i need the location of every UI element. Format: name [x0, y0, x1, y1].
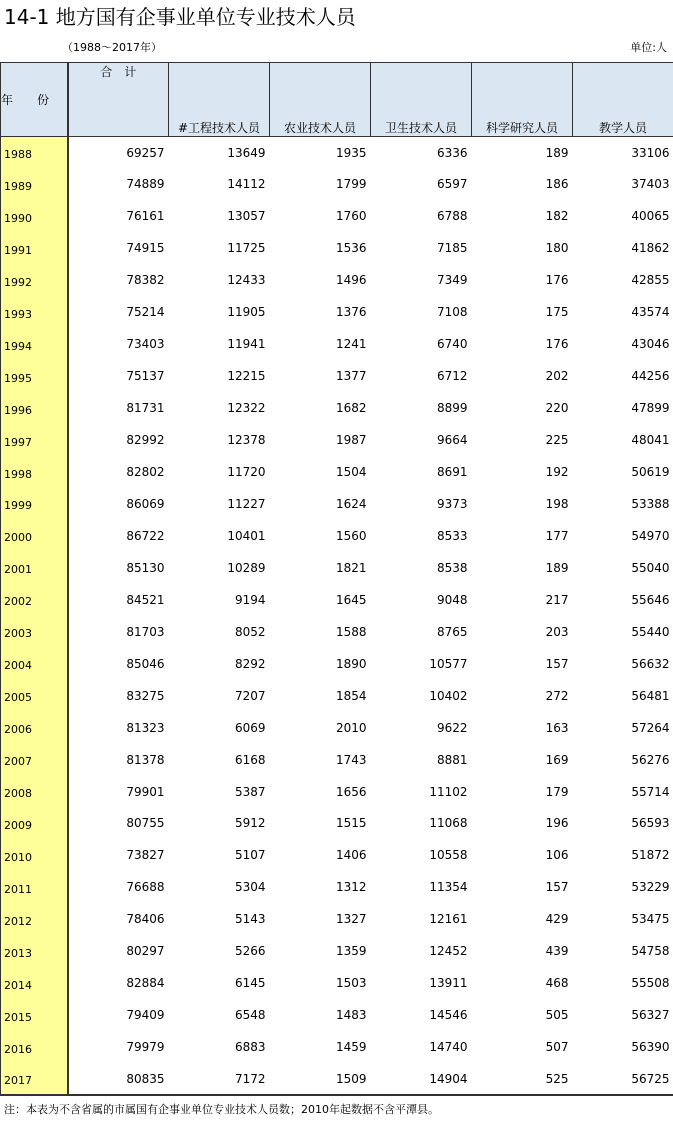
agriculture-cell: 1503: [335, 976, 367, 991]
teaching-cell: 41862: [631, 241, 670, 256]
total-cell: 85130: [126, 560, 165, 575]
engineering-cell: 6883: [234, 1040, 266, 1055]
teaching-cell: 55440: [631, 624, 670, 639]
table-row: [1, 296, 673, 328]
agriculture-cell: 1515: [335, 816, 367, 831]
engineering-cell: 6548: [234, 1008, 266, 1023]
research-cell: 525: [472, 1063, 573, 1095]
research-cell: 272: [545, 688, 569, 703]
teaching-cell: 55508: [631, 976, 670, 991]
teaching-cell: 54970: [631, 528, 670, 543]
agriculture-cell: 1854: [335, 688, 367, 703]
health-cell: 10577: [429, 656, 468, 671]
year-cell: 2002: [1, 584, 68, 616]
engineering-cell: 7172: [169, 1063, 270, 1095]
year-cell: 1991: [1, 232, 68, 264]
teaching-cell: 53388: [631, 496, 670, 511]
health-cell: 6336: [436, 145, 468, 160]
research-cell: 176: [545, 273, 569, 288]
health-cell: 8533: [436, 528, 468, 543]
year-cell: 2005: [1, 680, 68, 712]
agriculture-cell: 1504: [335, 465, 367, 479]
engineering-cell: 9194: [234, 592, 266, 607]
total-cell: 79901: [126, 784, 165, 799]
table-row: [1, 232, 673, 264]
research-cell: 176: [545, 337, 569, 352]
year-cell: 2008: [1, 776, 68, 808]
agriculture-cell: 1890: [335, 656, 367, 671]
research-cell: 196: [545, 816, 569, 831]
engineering-cell: 11905: [227, 305, 266, 320]
table-row: [1, 808, 673, 840]
agriculture-cell: 1743: [335, 752, 367, 767]
research-cell: 163: [545, 720, 569, 735]
total-cell: 81323: [126, 720, 165, 735]
total-cell: 82884: [126, 976, 165, 991]
engineering-cell: 5107: [234, 848, 266, 863]
agriculture-cell: 1509: [270, 1063, 371, 1095]
table-row: [1, 424, 673, 456]
table-subtitle: （1988～2017年）: [62, 41, 162, 54]
table-row: [1, 680, 673, 712]
teaching-cell: 54758: [631, 944, 670, 959]
teaching-cell: 55040: [631, 560, 670, 575]
total-cell: 86722: [126, 528, 165, 543]
teaching-cell: 43046: [631, 337, 670, 352]
agriculture-cell: 1312: [335, 880, 367, 895]
teaching-cell: 56725: [573, 1063, 673, 1095]
table-row: [1, 903, 673, 935]
agriculture-cell: 1560: [335, 528, 367, 543]
total-cell: 69257: [126, 145, 165, 160]
research-cell: 106: [545, 848, 569, 863]
year-cell: 2007: [1, 744, 68, 776]
health-cell: 10402: [429, 688, 468, 703]
engineering-cell: 5266: [234, 944, 266, 959]
research-cell: 225: [545, 433, 569, 448]
health-cell: 9373: [436, 496, 468, 511]
year-cell: 1996: [1, 392, 68, 424]
year-cell: 2001: [1, 552, 68, 584]
research-cell: 157: [545, 656, 569, 671]
agriculture-cell: 1821: [335, 560, 367, 575]
health-cell: 11102: [429, 784, 468, 799]
engineering-cell: 6145: [234, 976, 266, 991]
total-cell: 75137: [126, 369, 165, 384]
total-cell: 75214: [126, 305, 165, 320]
total-cell: 82992: [126, 433, 165, 448]
table-row: [1, 648, 673, 680]
research-cell: 180: [545, 241, 569, 256]
teaching-cell: 51872: [631, 848, 670, 863]
agriculture-cell: 1682: [335, 401, 367, 416]
agriculture-cell: 1656: [335, 784, 367, 799]
agriculture-cell: 1459: [335, 1040, 367, 1055]
teaching-cell: 57264: [631, 720, 670, 735]
engineering-cell: 6168: [234, 752, 266, 767]
table-row: [1, 137, 673, 169]
research-cell: 217: [545, 592, 569, 607]
year-cell: 2000: [1, 520, 68, 552]
total-cell: 79409: [126, 1008, 165, 1023]
year-cell: 1994: [1, 328, 68, 360]
year-cell: 1988: [1, 137, 68, 169]
health-cell: 8899: [436, 401, 468, 416]
engineering-cell: 8292: [234, 656, 266, 671]
health-cell: 9664: [436, 433, 468, 448]
research-cell: 220: [545, 401, 569, 416]
data-table: [0, 62, 673, 1096]
agriculture-cell: 1406: [335, 848, 367, 863]
health-cell: 8881: [436, 752, 468, 767]
year-cell: 2009: [1, 808, 68, 840]
year-cell: 1993: [1, 296, 68, 328]
agriculture-cell: 1536: [335, 241, 367, 256]
table-row: [1, 552, 673, 584]
engineering-cell: 12378: [227, 433, 266, 448]
teaching-cell: 53229: [631, 880, 670, 895]
year-cell: 2014: [1, 967, 68, 999]
teaching-cell: 48041: [631, 433, 670, 448]
health-cell: 7349: [436, 273, 468, 288]
table-row: [1, 712, 673, 744]
year-cell: 1990: [1, 200, 68, 232]
agriculture-cell: 1799: [335, 177, 367, 192]
header-row: [1, 63, 673, 137]
header-year: 年 份: [1, 63, 68, 137]
health-cell: 8691: [436, 465, 468, 479]
health-cell: 12161: [429, 912, 468, 927]
total-cell: 78382: [126, 273, 165, 288]
total-cell: 84521: [126, 592, 165, 607]
year-cell: 2013: [1, 935, 68, 967]
research-cell: 198: [545, 496, 569, 511]
table-row: [1, 871, 673, 903]
footnote: 注：本表为不含省属的市属国有企事业单位专业技术人员数；2010年起数据不含平潭县。: [4, 1103, 439, 1116]
table-row: [1, 168, 673, 200]
research-cell: 186: [545, 177, 569, 192]
header-engineering: #工程技术人员: [169, 63, 270, 137]
agriculture-cell: 1376: [335, 305, 367, 320]
agriculture-cell: 1359: [335, 944, 367, 959]
health-cell: 7185: [436, 241, 468, 256]
total-cell: 83275: [126, 688, 165, 703]
health-cell: 6788: [436, 209, 468, 224]
year-cell: 2004: [1, 648, 68, 680]
table-row: [1, 1031, 673, 1063]
year-cell: 1995: [1, 360, 68, 392]
year-cell: 2016: [1, 1031, 68, 1063]
unit-label: 单位:人: [630, 41, 667, 54]
total-cell: 74915: [126, 241, 165, 256]
table-body: [1, 137, 673, 1096]
engineering-cell: 5912: [234, 816, 266, 831]
health-cell: 6597: [436, 177, 468, 192]
teaching-cell: 55646: [631, 592, 670, 607]
research-cell: 507: [545, 1040, 569, 1055]
health-cell: 11068: [429, 816, 468, 831]
teaching-cell: 53475: [631, 912, 670, 927]
total-cell: 79979: [126, 1040, 165, 1055]
total-cell: 73403: [126, 337, 165, 352]
health-cell: 12452: [429, 944, 468, 959]
research-cell: 179: [545, 784, 569, 799]
teaching-cell: 37403: [631, 177, 670, 192]
research-cell: 189: [545, 560, 569, 575]
health-cell: 14740: [429, 1040, 468, 1055]
table-row: [1, 584, 673, 616]
health-cell: 14904: [371, 1063, 472, 1095]
total-cell: 85046: [126, 656, 165, 671]
engineering-cell: 13649: [227, 145, 266, 160]
year-cell: 1989: [1, 168, 68, 200]
engineering-cell: 12322: [227, 401, 266, 416]
agriculture-cell: 1588: [335, 624, 367, 639]
teaching-cell: 42855: [631, 273, 670, 288]
table-row: [1, 488, 673, 520]
engineering-cell: 11725: [227, 241, 266, 256]
engineering-cell: 10401: [227, 528, 266, 543]
agriculture-cell: 1760: [335, 209, 367, 224]
total-cell: 81731: [126, 401, 165, 416]
year-cell: 1998: [1, 456, 68, 488]
health-cell: 6740: [436, 337, 468, 352]
research-cell: 439: [545, 944, 569, 959]
table-row: [1, 616, 673, 648]
health-cell: 9048: [436, 592, 468, 607]
engineering-cell: 13057: [227, 209, 266, 224]
year-cell: 2010: [1, 839, 68, 871]
engineering-cell: 8052: [234, 624, 266, 639]
health-cell: 8765: [436, 624, 468, 639]
header-health: 卫生技术人员: [371, 63, 472, 137]
health-cell: 6712: [436, 369, 468, 384]
table-row: [1, 999, 673, 1031]
agriculture-cell: 1377: [335, 369, 367, 384]
header-total: 合 计: [68, 63, 169, 137]
agriculture-cell: 1496: [335, 273, 367, 288]
total-cell: 76161: [126, 209, 165, 224]
table-row: [1, 264, 673, 296]
health-cell: 13911: [429, 976, 468, 991]
table-row: [1, 392, 673, 424]
research-cell: 429: [545, 912, 569, 927]
total-cell: 81703: [126, 624, 165, 639]
table-row: [1, 520, 673, 552]
teaching-cell: 44256: [631, 369, 670, 384]
year-cell: 1997: [1, 424, 68, 456]
research-cell: 157: [545, 880, 569, 895]
health-cell: 14546: [429, 1008, 468, 1023]
year-cell: 2011: [1, 871, 68, 903]
total-cell: 80297: [126, 944, 165, 959]
total-cell: 80835: [68, 1063, 169, 1095]
engineering-cell: 11227: [227, 496, 266, 511]
health-cell: 10558: [429, 848, 468, 863]
teaching-cell: 33106: [631, 145, 670, 160]
research-cell: 175: [545, 305, 569, 320]
research-cell: 169: [545, 752, 569, 767]
agriculture-cell: 2010: [335, 720, 367, 735]
table-row: [1, 744, 673, 776]
health-cell: 9622: [436, 720, 468, 735]
health-cell: 8538: [436, 560, 468, 575]
engineering-cell: 12433: [227, 273, 266, 288]
total-cell: 82802: [126, 465, 165, 479]
teaching-cell: 56481: [631, 688, 670, 703]
total-cell: 76688: [126, 880, 165, 895]
engineering-cell: 6069: [234, 720, 266, 735]
agriculture-cell: 1483: [335, 1008, 367, 1023]
teaching-cell: 56327: [631, 1008, 670, 1023]
engineering-cell: 12215: [227, 369, 266, 384]
teaching-cell: 40065: [631, 209, 670, 224]
total-cell: 78406: [126, 912, 165, 927]
health-cell: 11354: [429, 880, 468, 895]
total-cell: 81378: [126, 752, 165, 767]
engineering-cell: 14112: [227, 177, 266, 192]
engineering-cell: 10289: [227, 560, 266, 575]
total-cell: 80755: [126, 816, 165, 831]
page-title: 14-1 地方国有企事业单位专业技术人员: [4, 5, 356, 29]
header-agriculture: 农业技术人员: [270, 63, 371, 137]
teaching-cell: 47899: [631, 401, 670, 416]
year-cell: 2017: [1, 1063, 68, 1095]
teaching-cell: 55714: [631, 784, 670, 799]
agriculture-cell: 1935: [335, 145, 367, 160]
table-row: [1, 935, 673, 967]
teaching-cell: 43574: [631, 305, 670, 320]
teaching-cell: 56632: [631, 656, 670, 671]
agriculture-cell: 1624: [335, 496, 367, 511]
agriculture-cell: 1645: [335, 592, 367, 607]
year-cell: 1992: [1, 264, 68, 296]
agriculture-cell: 1241: [335, 337, 367, 352]
year-cell: 2015: [1, 999, 68, 1031]
table-row: [1, 328, 673, 360]
table-row: [1, 776, 673, 808]
engineering-cell: 5143: [234, 912, 266, 927]
year-cell: 1999: [1, 488, 68, 520]
research-cell: 192: [545, 465, 569, 479]
agriculture-cell: 1987: [335, 433, 367, 448]
research-cell: 177: [545, 528, 569, 543]
health-cell: 7108: [436, 305, 468, 320]
total-cell: 86069: [126, 496, 165, 511]
table-row: [1, 456, 673, 488]
teaching-cell: 56593: [631, 816, 670, 831]
research-cell: 189: [545, 145, 569, 160]
table-row: [1, 967, 673, 999]
total-cell: 73827: [126, 848, 165, 863]
header-teaching: 教学人员: [573, 63, 673, 137]
teaching-cell: 50619: [631, 465, 670, 479]
agriculture-cell: 1327: [335, 912, 367, 927]
year-cell: 2012: [1, 903, 68, 935]
research-cell: 182: [545, 209, 569, 224]
header-research: 科学研究人员: [472, 63, 573, 137]
engineering-cell: 5387: [234, 784, 266, 799]
research-cell: 202: [545, 369, 569, 384]
research-cell: 468: [545, 976, 569, 991]
table-row: [1, 839, 673, 871]
teaching-cell: 56390: [631, 1040, 670, 1055]
total-cell: 74889: [126, 177, 165, 192]
year-cell: 2003: [1, 616, 68, 648]
table-row: [1, 200, 673, 232]
engineering-cell: 11720: [227, 465, 266, 479]
year-cell: 2006: [1, 712, 68, 744]
engineering-cell: 5304: [234, 880, 266, 895]
research-cell: 505: [545, 1008, 569, 1023]
table-row: [1, 1063, 673, 1095]
engineering-cell: 11941: [227, 337, 266, 352]
research-cell: 203: [545, 624, 569, 639]
table-row: [1, 360, 673, 392]
engineering-cell: 7207: [234, 688, 266, 703]
teaching-cell: 56276: [631, 752, 670, 767]
